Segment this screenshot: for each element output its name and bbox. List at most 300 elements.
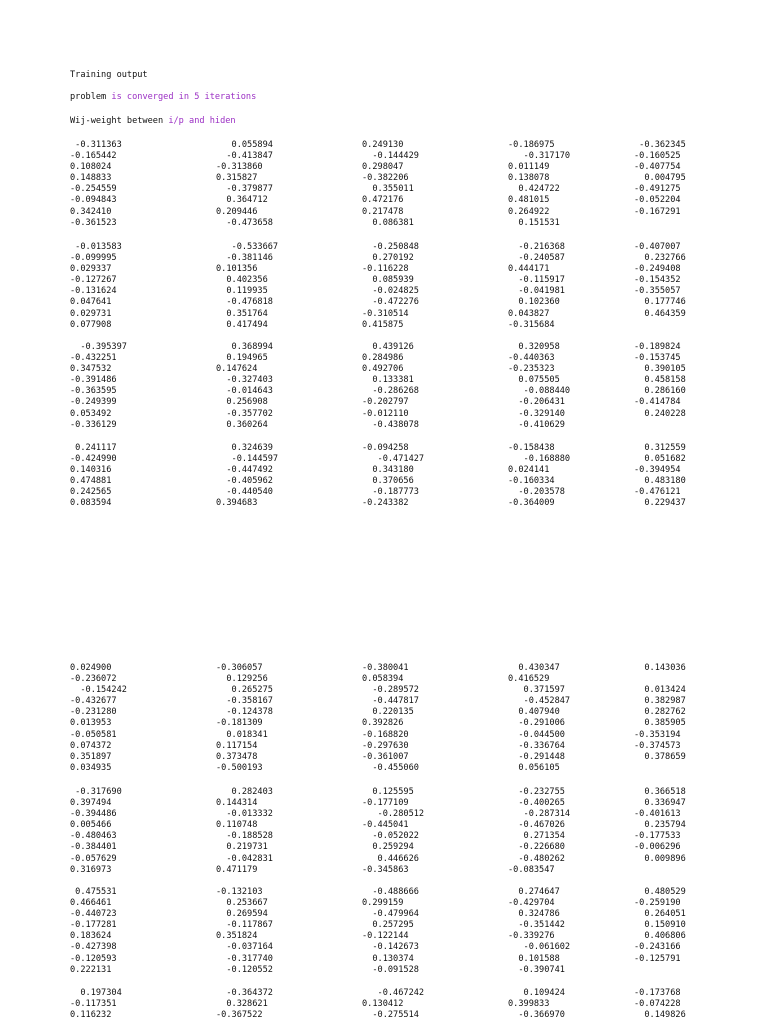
weight-value: 0.366518 xyxy=(634,787,686,797)
weight-value: -0.329140 xyxy=(508,408,565,419)
weight-column xyxy=(216,887,273,976)
weight-value: -0.440363 xyxy=(508,353,555,364)
weight-value: -0.115917 xyxy=(508,275,565,286)
weight-value: -0.052204 xyxy=(634,195,681,206)
weight-value: -0.243382 xyxy=(362,498,409,509)
weight-value: 0.342410 xyxy=(70,206,112,217)
weight-column xyxy=(216,663,273,774)
weight-value: -0.168880 xyxy=(508,454,571,465)
weight-value: 0.444171 xyxy=(508,264,550,275)
weight-value: -0.181309 xyxy=(216,718,263,729)
weight-value: -0.440723 xyxy=(70,909,117,920)
weight-value: -0.432251 xyxy=(70,353,117,364)
weight-column xyxy=(634,988,686,1021)
weight-value: -0.424990 xyxy=(70,454,117,465)
weight-value: -0.391486 xyxy=(70,375,117,386)
weight-value: 0.483180 xyxy=(634,476,686,487)
weight-column xyxy=(634,887,686,965)
weight-value: -0.362345 xyxy=(634,140,686,150)
weight-value: 0.143036 xyxy=(634,663,686,673)
weight-value: 0.264922 xyxy=(508,206,550,217)
weight-value: 0.364712 xyxy=(216,195,268,206)
weight-value: 0.183624 xyxy=(70,931,112,942)
weight-value: -0.116228 xyxy=(362,264,409,275)
weight-value: 0.013424 xyxy=(634,685,686,696)
weight-value: -0.289572 xyxy=(362,685,419,696)
weight-value: 0.055894 xyxy=(216,140,273,150)
weight-value: -0.394486 xyxy=(70,809,117,820)
weight-column xyxy=(216,140,273,229)
weight-value: -0.154352 xyxy=(634,275,681,286)
weight-value: 0.415875 xyxy=(362,319,404,330)
weight-value: -0.160334 xyxy=(508,476,555,487)
weight-value: -0.491275 xyxy=(634,184,681,195)
weight-value: -0.432677 xyxy=(70,696,117,707)
weight-value: -0.286268 xyxy=(362,386,419,397)
weight-value: -0.407754 xyxy=(634,162,681,173)
status-prefix: problem xyxy=(70,92,107,102)
weight-value: -0.367522 xyxy=(216,1010,263,1021)
weight-value: 0.109424 xyxy=(508,988,565,998)
weight-value: -0.188528 xyxy=(216,831,273,842)
weight-value: -0.052022 xyxy=(362,831,419,842)
weight-value: -0.231280 xyxy=(70,707,117,718)
weight-value: 0.270192 xyxy=(362,253,414,264)
weight-column xyxy=(634,663,686,763)
weight-value: 0.043827 xyxy=(508,308,550,319)
weight-value: -0.280512 xyxy=(362,809,425,820)
weight-value: 0.424722 xyxy=(508,184,560,195)
weight-value: -0.254559 xyxy=(70,184,117,195)
weight-value: 0.101356 xyxy=(216,264,258,275)
weight-value: 0.024141 xyxy=(508,465,550,476)
weight-value: -0.160525 xyxy=(634,151,681,162)
weight-value: -0.358167 xyxy=(216,696,273,707)
weight-value: 0.116232 xyxy=(70,1010,112,1021)
weight-value: -0.390741 xyxy=(508,964,565,975)
weight-value: 0.034935 xyxy=(70,762,112,773)
weight-value: 0.474881 xyxy=(70,476,112,487)
weight-value: 0.397494 xyxy=(70,798,112,809)
weight-column xyxy=(362,663,419,774)
weight-value: -0.410629 xyxy=(508,419,565,430)
weight-value: 0.217478 xyxy=(362,206,404,217)
weight-value: -0.014643 xyxy=(216,386,273,397)
weight-value: -0.336764 xyxy=(508,740,565,751)
weight-value: 0.125595 xyxy=(362,787,414,797)
weight-value: -0.317690 xyxy=(70,787,122,797)
weight-value: 0.328621 xyxy=(216,999,268,1010)
weight-value: -0.024825 xyxy=(362,286,419,297)
weight-value: 0.316973 xyxy=(70,864,112,875)
weight-value: 0.117154 xyxy=(216,740,258,751)
weight-column xyxy=(216,443,278,510)
weight-value: 0.351897 xyxy=(70,751,112,762)
weight-value: -0.452847 xyxy=(508,696,571,707)
weight-value: 0.351824 xyxy=(216,931,258,942)
weight-value: -0.306057 xyxy=(216,663,263,673)
weight-value: 0.241117 xyxy=(70,443,117,453)
weight-value: -0.364372 xyxy=(216,988,273,998)
weight-value: -0.083547 xyxy=(508,864,555,875)
weight-value: -0.094843 xyxy=(70,195,117,206)
weight-value: 0.274647 xyxy=(508,887,560,897)
weight-value: -0.153745 xyxy=(634,353,681,364)
weight-column xyxy=(70,787,122,876)
weight-value: -0.165442 xyxy=(70,151,117,162)
weight-value: -0.275514 xyxy=(362,1010,419,1021)
weight-column xyxy=(508,663,570,774)
weights-prefix: Wij-weight between xyxy=(70,116,164,126)
weight-column xyxy=(634,140,686,218)
weight-value: -0.480463 xyxy=(70,831,117,842)
weight-value: -0.120593 xyxy=(70,953,117,964)
weight-value: -0.381146 xyxy=(216,253,273,264)
weight-value: -0.327403 xyxy=(216,375,273,386)
weight-value: 0.086381 xyxy=(362,217,414,228)
weight-value: -0.500193 xyxy=(216,762,263,773)
weight-value: 0.264051 xyxy=(634,909,686,920)
weight-value: -0.189824 xyxy=(634,342,681,352)
weight-value: 0.232766 xyxy=(634,253,686,264)
weight-value: -0.216368 xyxy=(508,242,565,252)
weight-value: -0.413847 xyxy=(216,151,273,162)
weight-value: -0.473658 xyxy=(216,217,273,228)
weight-value: -0.382206 xyxy=(362,173,409,184)
weight-column xyxy=(70,342,127,431)
weight-value: -0.057629 xyxy=(70,853,117,864)
weight-value: -0.177533 xyxy=(634,831,681,842)
weight-value: -0.357702 xyxy=(216,408,273,419)
weight-column xyxy=(70,988,122,1021)
weight-value: 0.406806 xyxy=(634,931,686,942)
weight-column xyxy=(508,988,565,1021)
weight-value: 0.009896 xyxy=(634,853,686,864)
weight-value: 0.472176 xyxy=(362,195,404,206)
weight-value: -0.400265 xyxy=(508,798,565,809)
weight-value: -0.380041 xyxy=(362,663,409,673)
weight-value: 0.051682 xyxy=(634,454,686,465)
weight-value: -0.315684 xyxy=(508,319,555,330)
weight-value: 0.417494 xyxy=(216,319,268,330)
weight-value: -0.091528 xyxy=(362,964,419,975)
weight-value: 0.029731 xyxy=(70,308,112,319)
weight-value: 0.101588 xyxy=(508,953,560,964)
weight-value: -0.243166 xyxy=(634,942,681,953)
weight-value: -0.187773 xyxy=(362,487,419,498)
weight-value: -0.297630 xyxy=(362,740,409,751)
weight-value: 0.286160 xyxy=(634,386,686,397)
weight-value: 0.407940 xyxy=(508,707,560,718)
weight-column xyxy=(362,787,424,876)
weight-column xyxy=(216,342,273,431)
weight-value: -0.336129 xyxy=(70,419,117,430)
weight-value: 0.464359 xyxy=(634,308,686,319)
weight-value: 0.390105 xyxy=(634,364,686,375)
weight-value: 0.271354 xyxy=(508,831,565,842)
weight-value: -0.061602 xyxy=(508,942,571,953)
weight-value: 0.056105 xyxy=(508,762,560,773)
weight-value: -0.232755 xyxy=(508,787,565,797)
weight-value: -0.405962 xyxy=(216,476,273,487)
weight-value: 0.471179 xyxy=(216,864,258,875)
weight-value: -0.345863 xyxy=(362,864,409,875)
weight-value: 0.324786 xyxy=(508,909,560,920)
weight-value: -0.480262 xyxy=(508,853,565,864)
weight-value: 0.058394 xyxy=(362,674,404,685)
weight-value: 0.370656 xyxy=(362,476,414,487)
weight-value: 0.242565 xyxy=(70,487,112,498)
weight-value: -0.041981 xyxy=(508,286,565,297)
weight-column xyxy=(362,443,424,510)
weight-value: -0.445041 xyxy=(362,820,409,831)
weight-value: 0.475531 xyxy=(70,887,117,897)
weight-value: -0.407007 xyxy=(634,242,681,252)
weight-value: -0.355057 xyxy=(634,286,681,297)
weight-value: -0.186975 xyxy=(508,140,555,150)
weight-value xyxy=(634,674,686,685)
weight-value: 0.394683 xyxy=(216,498,258,509)
weight-value: 0.371597 xyxy=(508,685,565,696)
output-title: Training output xyxy=(70,70,148,80)
weight-column xyxy=(634,342,686,420)
weight-value: 0.129256 xyxy=(216,674,268,685)
weight-value: -0.311363 xyxy=(70,140,122,150)
weight-column xyxy=(70,140,122,229)
weight-value: -0.287314 xyxy=(508,809,571,820)
weight-value: -0.177281 xyxy=(70,920,117,931)
weight-value: -0.427398 xyxy=(70,942,117,953)
weight-value: -0.154242 xyxy=(70,685,127,696)
weight-value: 0.151531 xyxy=(508,217,560,228)
weight-value: 0.402356 xyxy=(216,275,268,286)
weight-column xyxy=(70,242,122,331)
weight-value: 0.416529 xyxy=(508,674,550,685)
weight-value: -0.361523 xyxy=(70,217,117,228)
weight-value: 0.492706 xyxy=(362,364,404,375)
weight-value: 0.351764 xyxy=(216,308,268,319)
weight-value: -0.013583 xyxy=(70,242,122,252)
weight-value: 0.130374 xyxy=(362,953,414,964)
weight-value: -0.044500 xyxy=(508,729,565,740)
weight-value: -0.533667 xyxy=(216,242,279,252)
weight-value: -0.131624 xyxy=(70,286,117,297)
weight-value: -0.235323 xyxy=(508,364,555,375)
weight-value: -0.250848 xyxy=(362,242,419,252)
weight-value: 0.235794 xyxy=(634,820,686,831)
weight-value: 0.102360 xyxy=(508,297,560,308)
weight-column xyxy=(508,787,570,876)
weight-value: -0.429704 xyxy=(508,898,555,909)
weight-value: 0.150910 xyxy=(634,920,686,931)
weight-value: -0.414784 xyxy=(634,397,681,408)
weight-value: -0.488666 xyxy=(362,887,419,897)
weight-value: 0.138078 xyxy=(508,173,550,184)
weight-value: -0.042831 xyxy=(216,853,273,864)
weight-column xyxy=(362,342,419,431)
weight-value: 0.360264 xyxy=(216,419,268,430)
weight-value: 0.480529 xyxy=(634,887,686,897)
weight-value: 0.074372 xyxy=(70,740,112,751)
weight-value: -0.476818 xyxy=(216,297,273,308)
weight-value: -0.438078 xyxy=(362,419,419,430)
weight-value: -0.394954 xyxy=(634,465,681,476)
weight-value: -0.467026 xyxy=(508,820,565,831)
weight-value: -0.476121 xyxy=(634,487,681,498)
weight-value: 0.298047 xyxy=(362,162,404,173)
weight-value: -0.094258 xyxy=(362,443,409,453)
weight-column xyxy=(70,663,127,774)
weight-value: -0.249408 xyxy=(634,264,681,275)
weight-value: 0.430347 xyxy=(508,663,560,673)
weight-value: -0.447817 xyxy=(362,696,419,707)
status-text: is converged in 5 iterations xyxy=(111,92,257,102)
weight-value: -0.202797 xyxy=(362,397,409,408)
weight-value: -0.144597 xyxy=(216,454,279,465)
weight-column xyxy=(634,242,686,320)
weight-value: -0.351442 xyxy=(508,920,565,931)
weight-value: 0.347532 xyxy=(70,364,112,375)
weight-value: -0.353194 xyxy=(634,729,681,740)
weight-value: 0.194965 xyxy=(216,353,268,364)
weight-value: -0.132103 xyxy=(216,887,263,897)
weight-value: -0.168820 xyxy=(362,729,409,740)
weight-value: 0.140316 xyxy=(70,465,112,476)
weight-value: -0.158438 xyxy=(508,443,555,453)
weight-column xyxy=(362,140,419,229)
weight-value: 0.219731 xyxy=(216,842,268,853)
weight-value: -0.291448 xyxy=(508,751,565,762)
weight-value: -0.144429 xyxy=(362,151,419,162)
weight-value: 0.209446 xyxy=(216,206,258,217)
weight-value: 0.018341 xyxy=(216,729,268,740)
weight-value: -0.240587 xyxy=(508,253,565,264)
weight-value: -0.037164 xyxy=(216,942,273,953)
weight-value: -0.374573 xyxy=(634,740,681,751)
weight-value: 0.013953 xyxy=(70,718,112,729)
weight-value: -0.074228 xyxy=(634,999,681,1010)
weight-value: 0.011149 xyxy=(508,162,550,173)
weight-value: 0.320958 xyxy=(508,342,560,352)
weight-value: -0.259190 xyxy=(634,898,681,909)
weight-value: 0.133381 xyxy=(362,375,414,386)
weight-value: 0.343180 xyxy=(362,465,414,476)
weight-value: -0.088440 xyxy=(508,386,571,397)
weight-value: 0.282403 xyxy=(216,787,273,797)
weight-value: -0.120552 xyxy=(216,964,273,975)
weight-value: -0.124378 xyxy=(216,707,273,718)
weight-value: -0.310514 xyxy=(362,308,409,319)
weight-value: -0.479964 xyxy=(362,909,419,920)
weight-value: 0.144314 xyxy=(216,798,258,809)
weight-column xyxy=(362,887,419,976)
weight-value: 0.392826 xyxy=(362,718,404,729)
weight-value: 0.257295 xyxy=(362,920,414,931)
weight-value: -0.012110 xyxy=(362,408,409,419)
weight-value: 0.385905 xyxy=(634,718,686,729)
weight-value: 0.047641 xyxy=(70,297,112,308)
weight-value: 0.130412 xyxy=(362,999,404,1010)
weight-column xyxy=(634,787,686,865)
weight-value: 0.149826 xyxy=(634,1010,686,1021)
weight-column xyxy=(508,140,570,229)
weight-value: 0.259294 xyxy=(362,842,414,853)
weight-value: 0.229437 xyxy=(634,498,686,509)
weight-value: -0.013332 xyxy=(216,809,273,820)
weight-value: 0.265275 xyxy=(216,685,273,696)
weight-value: -0.050581 xyxy=(70,729,117,740)
weight-value: 0.355011 xyxy=(362,184,414,195)
weight-value: -0.206431 xyxy=(508,397,565,408)
weight-value: 0.148833 xyxy=(70,173,112,184)
weight-value: 0.382987 xyxy=(634,696,686,707)
weight-value: -0.339276 xyxy=(508,931,555,942)
weight-value: -0.226680 xyxy=(508,842,565,853)
weight-value: -0.364009 xyxy=(508,498,555,509)
weight-value: 0.004795 xyxy=(634,173,686,184)
weight-value: 0.119935 xyxy=(216,286,268,297)
weight-value: 0.269594 xyxy=(216,909,268,920)
weight-value: 0.336947 xyxy=(634,798,686,809)
weight-column xyxy=(216,787,273,876)
weight-value: -0.447492 xyxy=(216,465,273,476)
weight-value: 0.053492 xyxy=(70,408,112,419)
weight-value: -0.440540 xyxy=(216,487,273,498)
weight-value: 0.299159 xyxy=(362,898,404,909)
weight-value: 0.197304 xyxy=(70,988,122,998)
weight-value: 0.439126 xyxy=(362,342,414,352)
weight-value: 0.312559 xyxy=(634,443,686,453)
weight-value: 0.399833 xyxy=(508,999,550,1010)
weight-column xyxy=(216,242,278,331)
weight-value: -0.313860 xyxy=(216,162,263,173)
weight-column xyxy=(70,887,117,976)
weight-value: 0.253667 xyxy=(216,898,268,909)
weight-value: -0.173768 xyxy=(634,988,681,998)
weight-value: -0.317740 xyxy=(216,953,273,964)
weight-value: -0.379877 xyxy=(216,184,273,195)
weight-value: -0.122144 xyxy=(362,931,409,942)
weight-value: -0.317170 xyxy=(508,151,571,162)
weight-column xyxy=(362,988,424,1021)
weight-value: 0.240228 xyxy=(634,408,686,419)
weight-column xyxy=(508,342,570,431)
weight-column xyxy=(508,887,570,976)
weight-value: 0.177746 xyxy=(634,297,686,308)
weight-value: 0.481015 xyxy=(508,195,550,206)
weight-value: 0.249130 xyxy=(362,140,404,150)
weight-value: 0.024900 xyxy=(70,663,112,673)
weight-value: -0.401613 xyxy=(634,809,681,820)
weight-value: 0.466461 xyxy=(70,898,112,909)
weight-value: 0.373478 xyxy=(216,751,258,762)
weight-value: -0.395397 xyxy=(70,342,127,352)
weight-column xyxy=(508,443,570,510)
weight-value: 0.147624 xyxy=(216,364,258,375)
weight-value: 0.075505 xyxy=(508,375,560,386)
weight-value: -0.006296 xyxy=(634,842,681,853)
weight-value: 0.324639 xyxy=(216,443,273,453)
weight-value: 0.378659 xyxy=(634,751,686,762)
weight-value: -0.472276 xyxy=(362,297,419,308)
weight-value: 0.220135 xyxy=(362,707,414,718)
weight-value: -0.177109 xyxy=(362,798,409,809)
weight-column xyxy=(634,443,686,510)
weight-column xyxy=(216,988,273,1021)
weights-heading xyxy=(70,116,236,127)
weight-value: -0.203578 xyxy=(508,487,565,498)
weight-value: -0.117867 xyxy=(216,920,273,931)
